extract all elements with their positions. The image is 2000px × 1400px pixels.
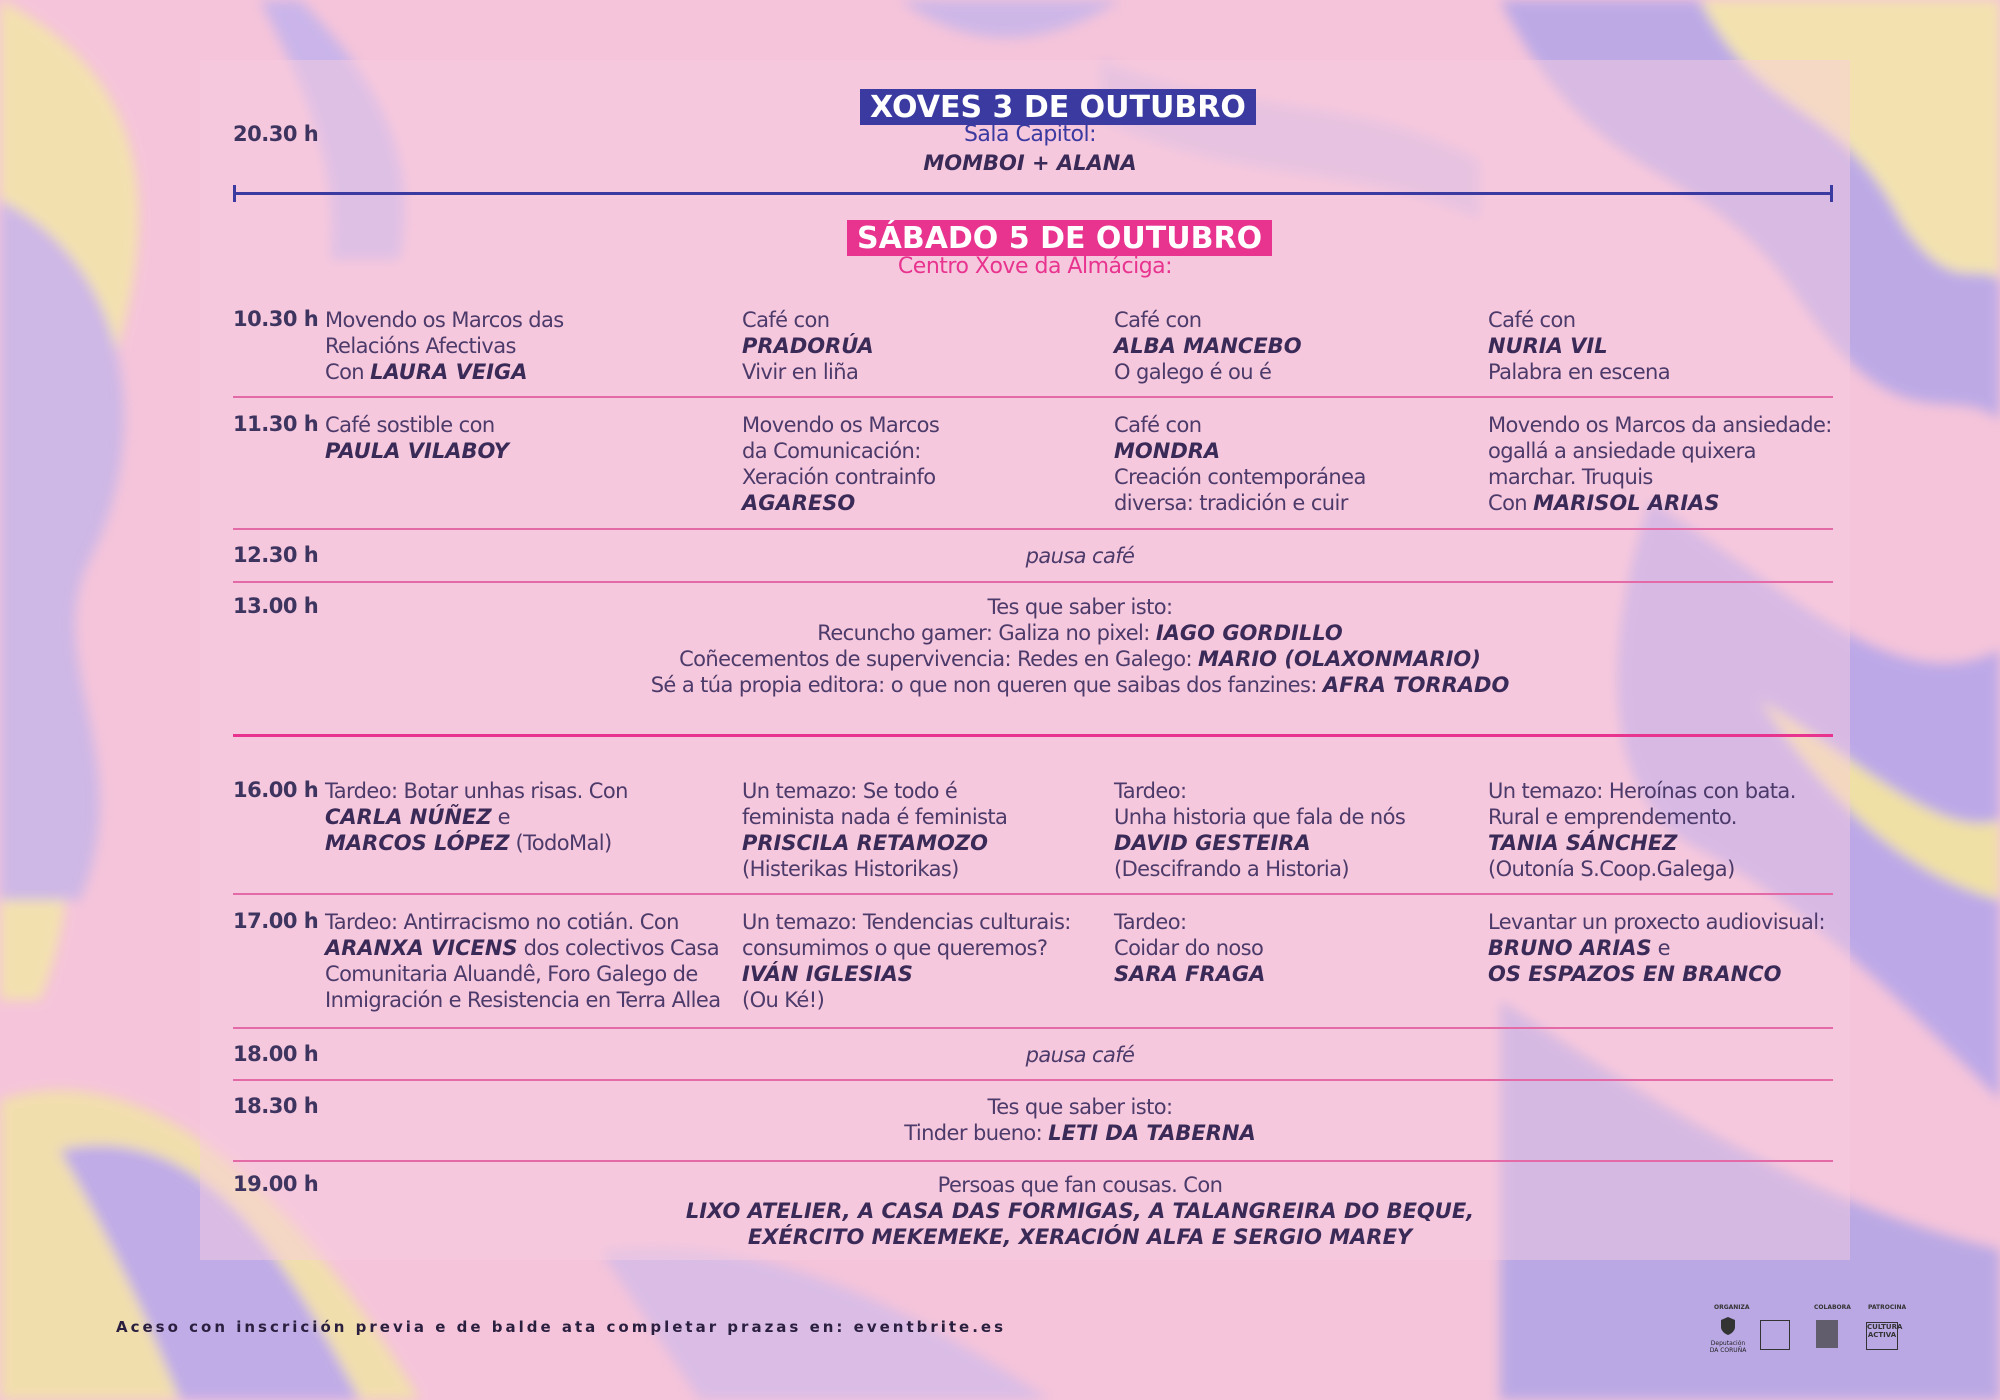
section-divider xyxy=(233,734,1833,737)
day1-time: 20.30 h xyxy=(233,122,319,146)
day2-title-badge: SÁBADO 5 DE OUTUBRO xyxy=(847,220,1272,256)
session-1700-col1: Tardeo: Antirracismo no cotián. Con ARANXA VICENS dos colectivos Casa Comunitaria Aluandê, Foro Galego de Inmigración e Resistencia en Terra Allea xyxy=(325,910,721,1012)
session-1600-col1: Tardeo: Botar unhas risas. Con CARLA NÚÑEZ e MARCOS LÓPEZ (TodoMal) xyxy=(325,779,628,855)
logo-cultura-activa: CULTURA ACTIVA xyxy=(1866,1322,1898,1350)
row-divider xyxy=(233,528,1833,530)
session-1600-col4: Un temazo: Heroínas con bata. Rural e emprendemento. TANIA SÁNCHEZ (Outonía S.Coop.Galega) xyxy=(1488,779,1796,881)
crest-icon xyxy=(1719,1316,1737,1336)
session-1030-col3: Café con ALBA MANCEBO O galego é ou é xyxy=(1114,308,1302,384)
row-divider xyxy=(233,1160,1833,1162)
session-1600-col2: Un temazo: Se todo é feminista nada é feminista PRISCILA RETAMOZO (Histerikas Historikas) xyxy=(742,779,1008,881)
time-1030: 10.30 h xyxy=(233,307,319,331)
session-1130-col3: Café con MONDRA Creación contemporánea diversa: tradición e cuir xyxy=(1114,413,1366,515)
row-divider xyxy=(233,581,1833,583)
day1-title-badge: XOVES 3 DE OUTUBRO xyxy=(860,89,1256,125)
day1-venue: Sala Capitol: xyxy=(963,122,1097,147)
session-1700-col2: Un temazo: Tendencias culturais: consumimos o que queremos? IVÁN IGLESIAS (Ou Ké!) xyxy=(742,910,1071,1012)
time-1700: 17.00 h xyxy=(233,909,319,933)
logo-deputacion: Deputación DA CORUÑA xyxy=(1708,1316,1748,1356)
registration-note: Aceso con inscrición previa e de balde ata completar prazas en: eventbrite.es xyxy=(116,1318,1007,1336)
coffee-break-1800: pausa café xyxy=(1025,1043,1135,1067)
session-1700-col4: Levantar un proxecto audiovisual: BRUNO ARIAS e OS ESPAZOS EN BRANCO xyxy=(1488,910,1825,986)
logo-label-colabora: COLABORA xyxy=(1814,1304,1851,1311)
time-1800: 18.00 h xyxy=(233,1042,319,1066)
coffee-break-1230: pausa café xyxy=(1025,544,1135,568)
session-1130-col2: Movendo os Marcos da Comunicación: Xeración contrainfo AGARESO xyxy=(742,413,940,515)
time-1830: 18.30 h xyxy=(233,1094,319,1118)
row-divider xyxy=(233,893,1833,895)
time-1130: 11.30 h xyxy=(233,412,319,436)
session-1030-col2: Café con PRADORÚA Vivir en liña xyxy=(742,308,874,384)
session-1300: Tes que saber isto: Recuncho gamer: Galiza no pixel: IAGO GORDILLO Coñecementos de supervivencia: Redes en Galego: MARIO (OLAXONMARIO) Sé a túa propia editora: o que non queren que saibas dos fanzines: AFRA TORRADO xyxy=(650,595,1510,697)
session-1130-col1: Café sostible con PAULA VILABOY xyxy=(325,413,510,463)
day1-event: MOMBOI + ALANA xyxy=(923,151,1137,175)
row-divider xyxy=(233,1079,1833,1081)
session-1030-col4: Café con NURIA VIL Palabra en escena xyxy=(1488,308,1671,384)
logo-label-organiza: ORGANIZA xyxy=(1714,1304,1750,1311)
time-1600: 16.00 h xyxy=(233,778,319,802)
logo-label-patrocina: PATROCINA xyxy=(1868,1304,1907,1311)
day1-divider xyxy=(233,192,1833,195)
logo-cultura-box xyxy=(1760,1320,1790,1350)
day2-venue: Centro Xove da Almáciga: xyxy=(897,254,1173,279)
session-1900: Persoas que fan cousas. Con LIXO ATELIER, A CASA DAS FORMIGAS, A TALANGREIRA DO BEQUE, EXÉRCITO MEKEMEKE, XERACIÓN ALFA E SERGIO MAREY xyxy=(685,1173,1475,1249)
session-1130-col4: Movendo os Marcos da ansiedade: ogallá a ansiedade quixera marchar. Truquis Con MARISOL ARIAS xyxy=(1488,413,1832,515)
session-1830: Tes que saber isto: Tinder bueno: LETI DA TABERNA xyxy=(904,1095,1256,1145)
divider-cap-right xyxy=(1830,185,1833,202)
logo-concello xyxy=(1816,1320,1838,1348)
time-1900: 19.00 h xyxy=(233,1172,319,1196)
row-divider xyxy=(233,1027,1833,1029)
session-1700-col3: Tardeo: Coidar do noso SARA FRAGA xyxy=(1114,910,1266,986)
divider-cap-left xyxy=(233,185,236,202)
row-divider xyxy=(233,396,1833,398)
time-1230: 12.30 h xyxy=(233,543,319,567)
session-1600-col3: Tardeo: Unha historia que fala de nós DAVID GESTEIRA (Descifrando a Historia) xyxy=(1114,779,1406,881)
time-1300: 13.00 h xyxy=(233,594,319,618)
session-1030-col1: Movendo os Marcos das Relacións Afectivas Con LAURA VEIGA xyxy=(325,308,564,384)
